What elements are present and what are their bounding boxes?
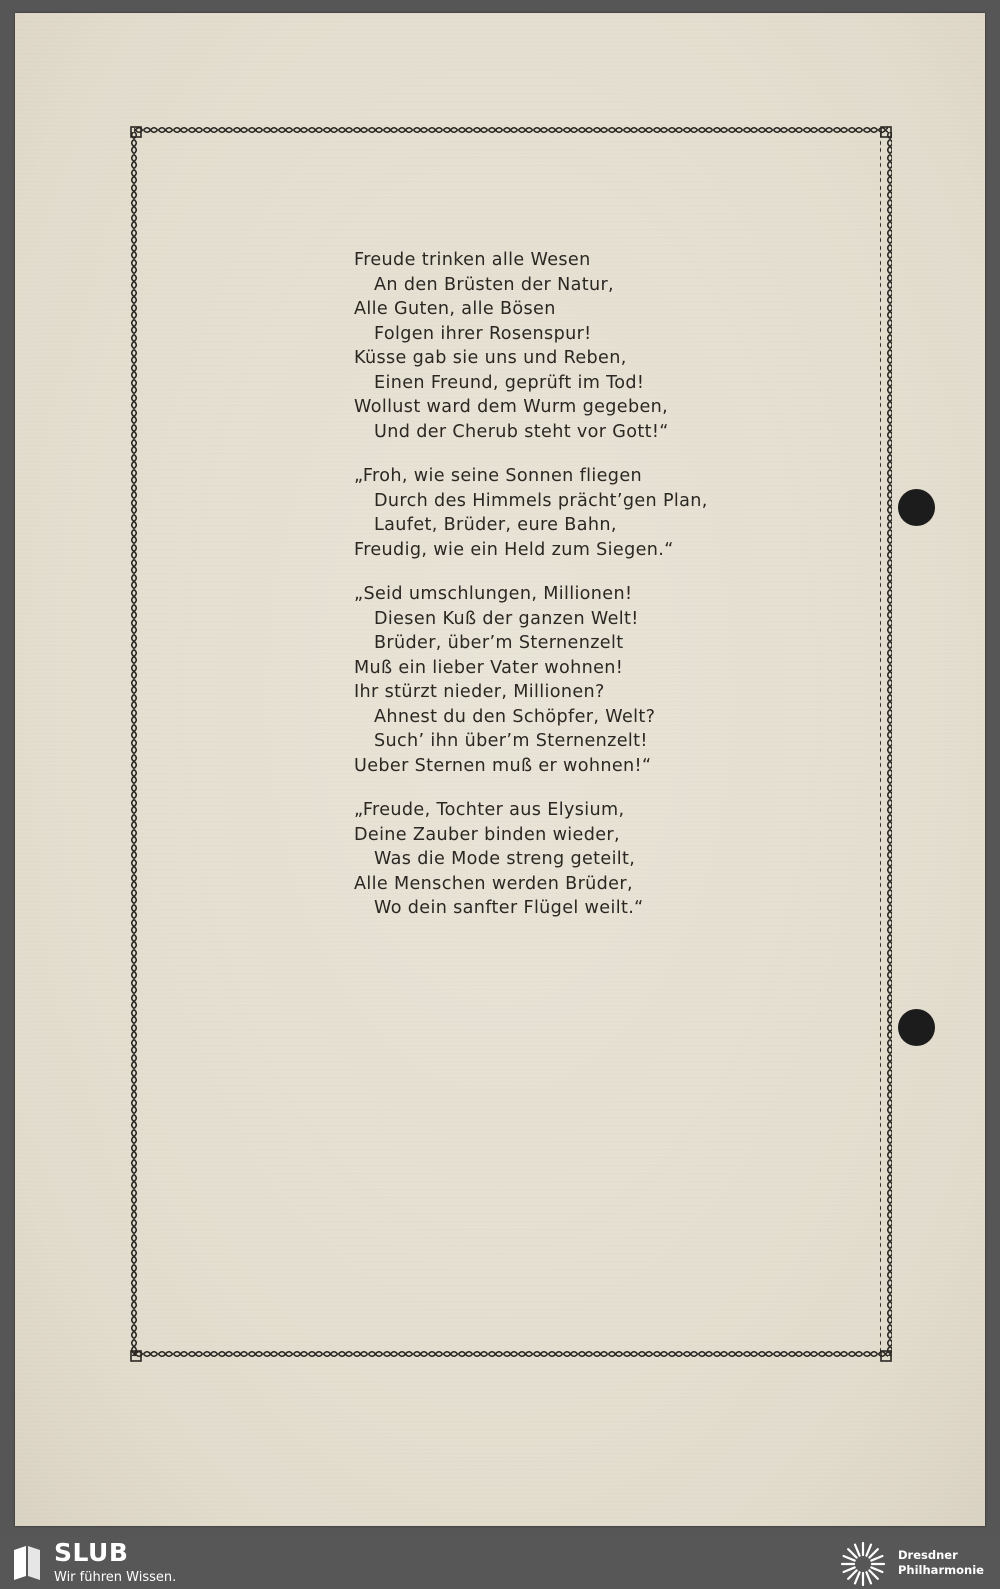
stanza [354, 582, 774, 778]
border-left [130, 132, 142, 1356]
verse-line: Alle Guten, alle Bösen [354, 299, 556, 319]
footer-bar [0, 1538, 1000, 1589]
verse-line: Ueber Sternen muß er wohnen!“ [354, 755, 652, 776]
verse-line: Ihr stürzt nieder, Millionen? [354, 682, 605, 702]
verse-line: Wollust ward dem Wurm gegeben, [354, 397, 669, 417]
stanza [354, 798, 774, 921]
partner-name-line2: Philharmonie [898, 1563, 984, 1577]
border-right [880, 132, 892, 1356]
philharmonie-sunburst-icon[interactable] [840, 1541, 886, 1587]
partner-name[interactable] [898, 1548, 984, 1578]
verse-line: Laufet, Brüder, eure Bahn, [374, 515, 617, 535]
border-bottom [134, 1350, 888, 1362]
verse-line: „Freude, Tochter aus Elysium, [354, 800, 625, 820]
verse-line: Diesen Kuß der ganzen Welt! [374, 608, 639, 629]
verse-line: Was die Mode streng geteilt, [374, 849, 636, 869]
verse-line: Brüder, über’m Sternenzelt [374, 633, 624, 653]
border-top [134, 126, 888, 138]
verse-line: Such’ ihn über’m Sternenzelt! [374, 731, 648, 751]
verse-line: Freudig, wie ein Held zum Siegen.“ [354, 539, 674, 560]
slub-book-icon[interactable] [12, 1542, 42, 1582]
verse-line: Wo dein sanfter Flügel weilt.“ [374, 898, 644, 918]
partner-name-line1: Dresdner [898, 1548, 958, 1562]
verse-line: Muß ein lieber Vater wohnen! [354, 657, 624, 678]
verse-line: Deine Zauber binden wieder, [354, 824, 620, 845]
poem-text [354, 248, 774, 941]
verse-line: Durch des Himmels prächt’gen Plan, [374, 490, 708, 511]
verse-line: Freude trinken alle Wesen [354, 250, 591, 270]
library-name[interactable]: SLUB [54, 1538, 129, 1567]
verse-line: „Seid umschlungen, Millionen! [354, 584, 633, 604]
verse-line: Einen Freund, geprüft im Tod! [374, 372, 645, 393]
punch-hole-upper [898, 489, 935, 526]
library-slogan: Wir führen Wissen. [54, 1570, 177, 1585]
verse-line: Küsse gab sie uns und Reben, [354, 348, 627, 368]
stanza [354, 464, 774, 562]
verse-line: Ahnest du den Schöpfer, Welt? [374, 706, 656, 727]
punch-hole-lower [898, 1009, 935, 1046]
verse-line: „Froh, wie seine Sonnen fliegen [354, 466, 643, 486]
verse-line: Alle Menschen werden Brüder, [354, 873, 633, 894]
verse-line: Folgen ihrer Rosenspur! [374, 323, 592, 344]
verse-line: Und der Cherub steht vor Gott!“ [374, 421, 669, 442]
verse-line: An den Brüsten der Natur, [374, 274, 614, 295]
stanza [354, 248, 774, 444]
